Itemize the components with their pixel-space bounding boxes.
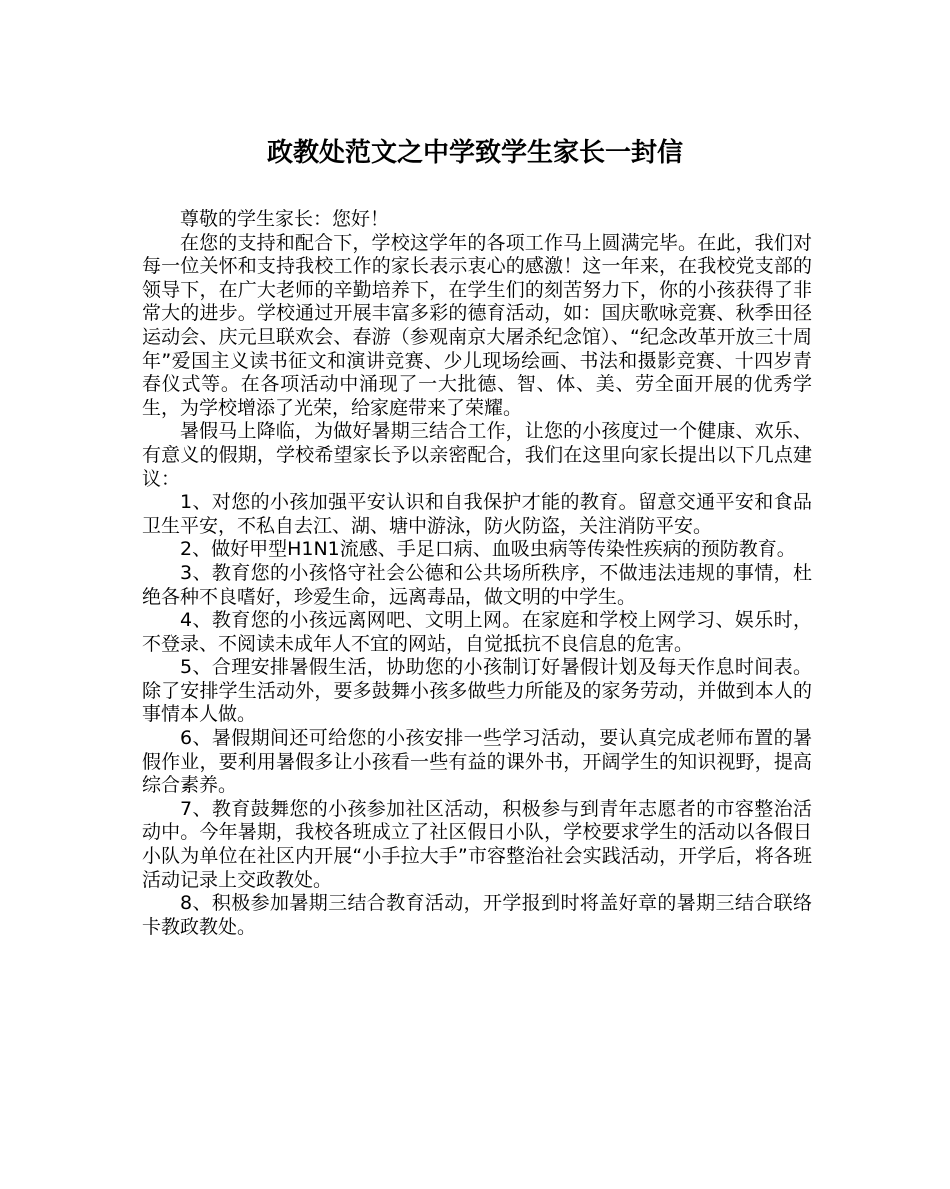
suggestion-item-5: 5、合理安排暑假生活，协助您的小孩制订好暑假计划及每天作息时间表。除了安排学生活动外，要多鼓舞小孩多做些力所能及的家务劳动，并做到本人的事情本人做。 [142, 656, 812, 726]
suggestion-item-2: 2、做好甲型H1N1流感、手足口病、血吸虫病等传染性疾病的预防教育。 [180, 538, 796, 561]
suggestion-item-7: 7、教育鼓舞您的小孩参加社区活动，积极参与到青年志愿者的市容整治活动中。今年暑期，我校各班成立了社区假日小队，学校要求学生的活动以各假日小队为单位在社区内开展“小手拉大手”市容整治社会实践活动，开学后，将各班活动记录上交政教处。 [142, 797, 812, 891]
document-title: 政教处范文之中学致学生家长一封信 [266, 138, 683, 168]
suggestion-item-1: 1、对您的小孩加强平安认识和自我保护才能的教育。留意交通平安和食品卫生平安，不私自去江、湖、塘中游泳，防火防盗，关注消防平安。 [142, 491, 812, 537]
suggestion-item-6: 6、暑假期间还可给您的小孩安排一些学习活动，要认真完成老师布置的暑假作业，要利用暑假多让小孩看一些有益的课外书，开阔学生的知识视野，提高综合素养。 [142, 727, 812, 797]
paragraph-summer-notice: 暑假马上降临，为做好暑期三结合工作，让您的小孩度过一个健康、欢乐、有意义的假期，学校希望家长予以亲密配合，我们在这里向家长提出以下几点建议： [142, 420, 812, 490]
salutation: 尊敬的学生家长：您好！ [180, 208, 390, 230]
suggestion-item-4: 4、教育您的小孩远离网吧、文明上网。在家庭和学校上网学习、娱乐时，不登录、不阅读未成年人不宜的网站，自觉抵抗不良信息的危害。 [142, 609, 812, 655]
suggestion-item-8: 8、积极参加暑期三结合教育活动，开学报到时将盖好章的暑期三结合联络卡教政教处。 [142, 892, 812, 938]
letter-body [142, 208, 812, 939]
suggestion-item-3: 3、教育您的小孩恪守社会公德和公共场所秩序，不做违法违规的事情，杜绝各种不良嗜好，珍爱生命，远离毒品，做文明的中学生。 [142, 561, 812, 608]
paragraph-intro: 在您的支持和配合下，学校这学年的各项工作马上圆满完毕。在此，我们对每一位关怀和支持我校工作的家长表示衷心的感激！这一年来，在我校党支部的领导下，在广大老师的辛勤培养下，在学生们的刻苦努力下，你的小孩获得了非常大的进步。学校通过开展丰富多彩的德育活动，如：国庆歌咏竞赛、秋季田径运动会、庆元旦联欢会、春游（参观南京大屠杀纪念馆）、“纪念改革开放三十周年”爱国主义读书征文和演讲竞赛、少儿现场绘画、书法和摄影竞赛、十四岁青春仪式等。在各项活动中涌现了一大批德、智、体、美、劳全面开展的优秀学生，为学校增添了光荣，给家庭带来了荣耀。 [142, 231, 812, 419]
